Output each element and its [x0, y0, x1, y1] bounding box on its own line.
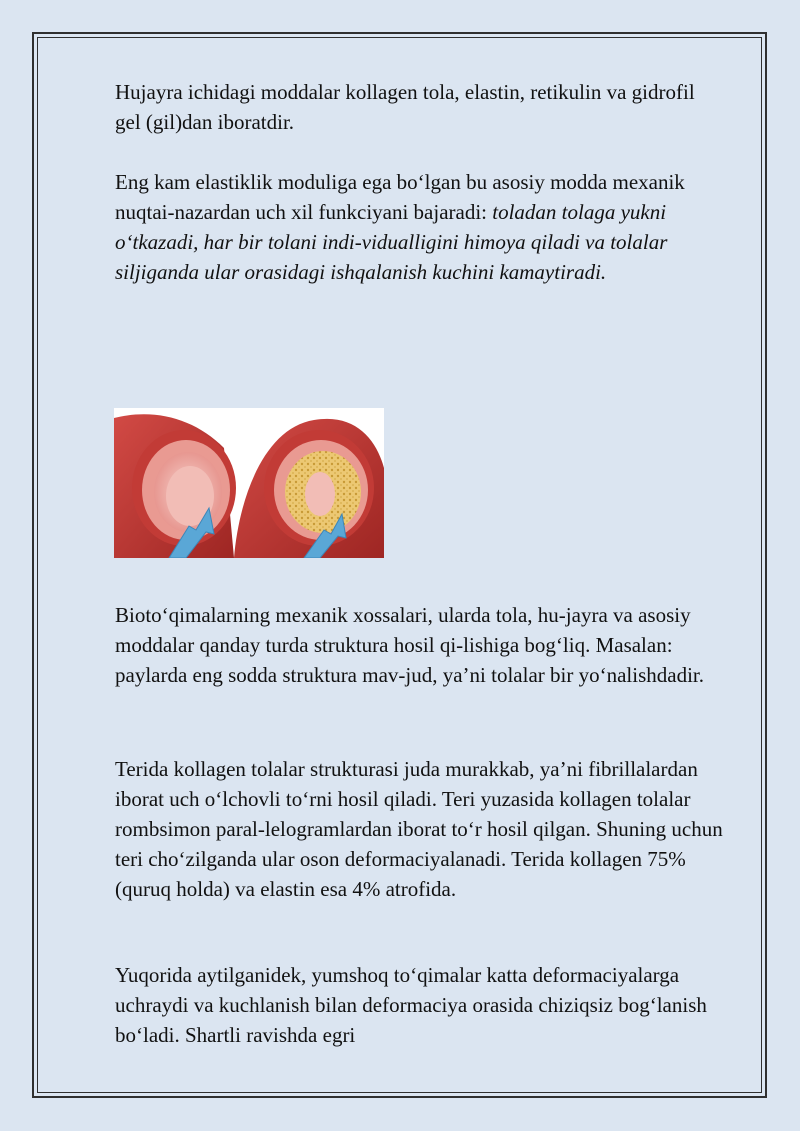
paragraph-text: Terida kollagen tolalar strukturasi juda murakkab, ya’ni fibrillalardan iborat uch o‘lchovli to‘rni hosil qiladi. Teri yuzasida kollagen tolalar rombsimon paral-lelogramlardan iborat to‘r hosil qilgan. Shuning uchun teri cho‘zilganda ular oson deformaciyalanadi. Terida kollagen 75% (quruq holda) va elastin esa 4% atrofida.: [115, 757, 723, 901]
paragraph-text: Eng kam elastiklik moduliga ega bo‘lgan bu asosiy modda mexanik nuqtai-nazardan uch xil funkciyani bajaradi:: [115, 170, 685, 224]
paragraph-soft-tissue-deformation: [115, 960, 725, 1050]
artery-illustration: [114, 408, 384, 558]
paragraph-skin-collagen: [115, 754, 725, 904]
artery-cross-section-icon: [114, 408, 384, 558]
paragraph-text: Hujayra ichidagi moddalar kollagen tola, elastin, retikulin va gidrofil gel (gil)dan iboratdir.: [115, 80, 695, 134]
paragraph-cell-composition: [115, 77, 725, 137]
paragraph-mechanical-properties: [115, 600, 725, 690]
paragraph-italic-text: toladan tolaga yukni o‘tkazadi, har bir tolani indi-vidualligini himoya qiladi va tolalar siljiganda ular orasidagi ishqalanish kuchini kamaytiradi.: [115, 200, 668, 284]
paragraph-ground-substance-functions: [115, 167, 725, 287]
narrowed-lumen: [305, 472, 335, 516]
paragraph-text: Bioto‘qimalarning mexanik xossalari, ularda tola, hu-jayra va asosiy moddalar qanday turda struktura hosil qi-lishiga bog‘liq. Masalan: paylarda eng sodda struktura mav-jud, ya’ni tolalar bir yo‘nalishdadir.: [115, 603, 704, 687]
paragraph-text: Yuqorida aytilganidek, yumshoq to‘qimalar katta deformaciyalarga uchraydi va kuchlanish bilan deformaciya orasida chiziqsiz bog‘lanish bo‘ladi. Shartli ravishda egri: [115, 963, 707, 1047]
